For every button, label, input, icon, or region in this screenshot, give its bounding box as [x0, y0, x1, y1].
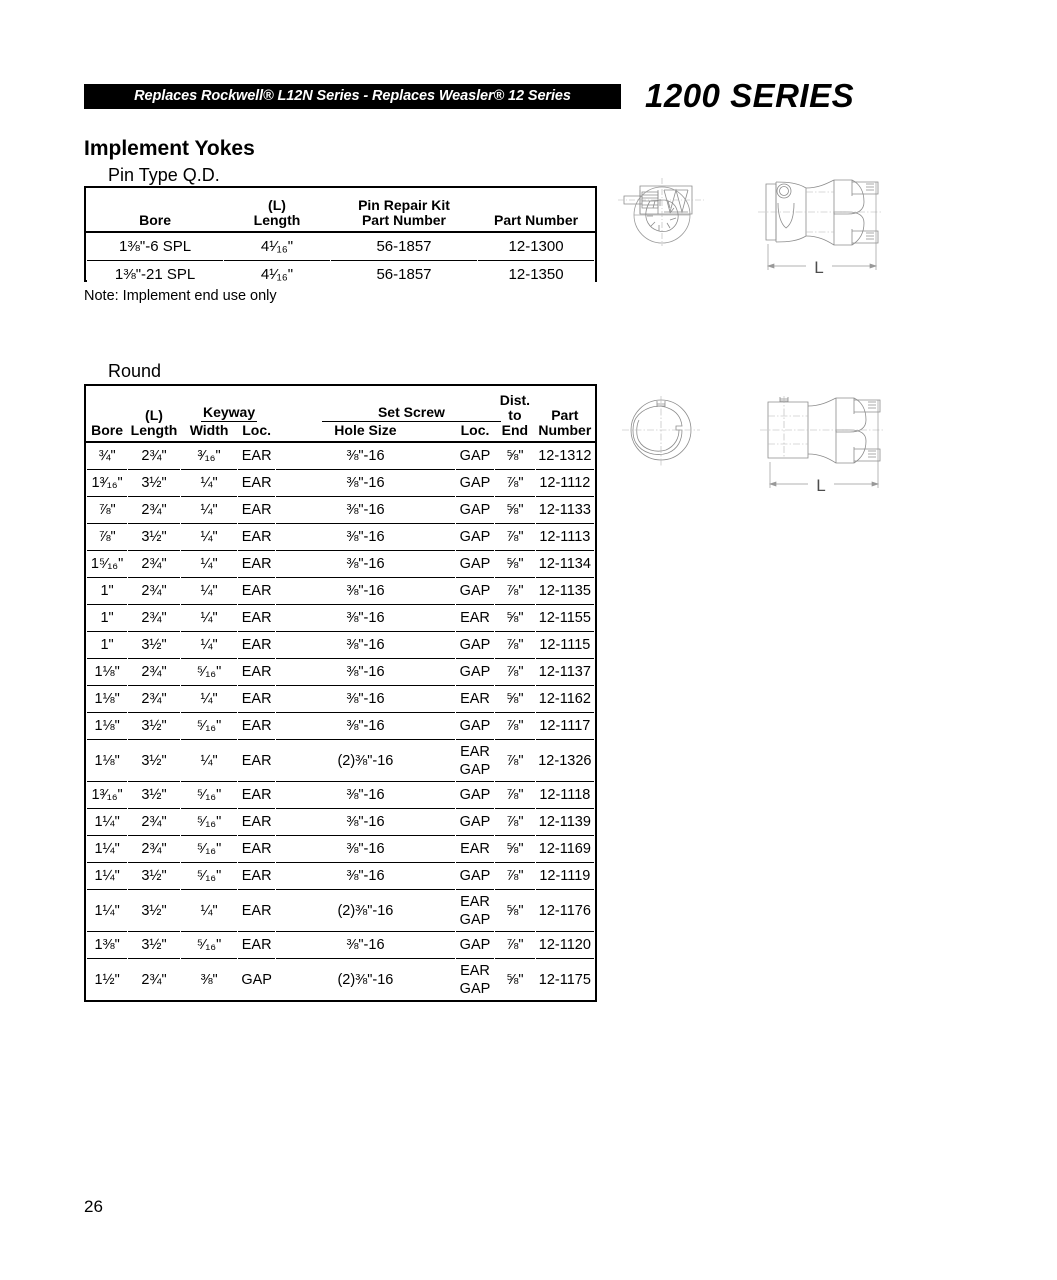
cell-part-number: 12-1326 [535, 740, 594, 782]
cell-keyway-width: ¼" [180, 497, 238, 524]
cell-bore: 1⅜"-21 SPL [87, 261, 224, 289]
page-number: 26 [84, 1197, 103, 1216]
cell-keyway-loc: EAR [238, 686, 276, 713]
table-row [87, 686, 595, 713]
cell-hole-size: ⅜"-16 [275, 782, 455, 809]
table-row [87, 809, 595, 836]
cell-bore: 1¼" [87, 890, 128, 932]
cell-keyway-width: ⁵⁄₁₆" [180, 809, 238, 836]
cell-hole-size: ⅜"-16 [275, 809, 455, 836]
cell-keyway-loc: EAR [238, 713, 276, 740]
series-title: 1200 SERIES [645, 77, 855, 114]
cell-keyway-width: ¼" [180, 578, 238, 605]
cell-length: 3½" [128, 890, 181, 932]
cell-length: 4¹⁄₁₆" [224, 261, 331, 289]
cell-length: 2¾" [128, 605, 181, 632]
dimension-label-L: L [816, 476, 826, 495]
cell-hole-size: (2)⅜"-16 [275, 890, 455, 932]
cell-set-screw-loc: EAR [455, 605, 494, 632]
cell-set-screw-loc: GAP [455, 497, 494, 524]
cell-hole-size: ⅜"-16 [275, 442, 455, 470]
cell-hole-size: ⅜"-16 [275, 713, 455, 740]
round-section-drawing [616, 390, 706, 470]
round-yoke-drawing [750, 388, 890, 498]
table-row [87, 659, 595, 686]
cell-dist-to-end: ⅞" [495, 932, 536, 959]
table-row [87, 932, 595, 959]
table-row [87, 497, 595, 524]
cell-length: 2¾" [128, 809, 181, 836]
cell-set-screw-loc: GAP [455, 782, 494, 809]
group-header-keyway: Keyway [202, 404, 256, 420]
cell-set-screw-loc: GAP [455, 809, 494, 836]
cell-length: 3½" [128, 782, 181, 809]
cell-dist-to-end: ⅞" [495, 470, 536, 497]
cell-part-number: 12-1113 [535, 524, 594, 551]
cell-dist-to-end: ⅞" [495, 740, 536, 782]
group-header-set-screw: Set Screw [322, 405, 501, 422]
cell-bore: 1¼" [87, 863, 128, 890]
cell-dist-to-end: ⅞" [495, 863, 536, 890]
cell-bore: 1³⁄₁₆" [87, 470, 128, 497]
cell-hole-size: ⅜"-16 [275, 686, 455, 713]
cell-part-number: 12-1175 [535, 959, 594, 1001]
cell-length: 3½" [128, 932, 181, 959]
cell-keyway-width: ⁵⁄₁₆" [180, 713, 238, 740]
cell-dist-to-end: ⅝" [495, 686, 536, 713]
cell-set-screw-loc: GAP [455, 632, 494, 659]
cell-keyway-loc: EAR [238, 659, 276, 686]
cell-set-screw-loc: GAP [455, 863, 494, 890]
cell-hole-size: ⅜"-16 [275, 863, 455, 890]
cell-part-number: 12-1117 [535, 713, 594, 740]
cell-bore: 1" [87, 578, 128, 605]
cell-keyway-loc: EAR [238, 605, 276, 632]
cell-set-screw-loc: EAR GAP [455, 740, 494, 782]
cell-part-number: 12-1350 [478, 261, 595, 289]
cell-length: 3½" [128, 713, 181, 740]
cell-bore: 1¼" [87, 836, 128, 863]
cell-keyway-width: ¼" [180, 524, 238, 551]
col-pin-repair-kit: Pin Repair Kit Part Number [330, 188, 477, 232]
cell-length: 2¾" [128, 836, 181, 863]
table-row [87, 713, 595, 740]
table-row [87, 524, 595, 551]
cell-length: 2¾" [128, 551, 181, 578]
cell-length: 2¾" [128, 659, 181, 686]
cell-keyway-width: ⅜" [180, 959, 238, 1001]
cell-bore: 1⁵⁄₁₆" [87, 551, 128, 578]
cell-keyway-width: ¼" [180, 740, 238, 782]
cell-part-number: 12-1134 [535, 551, 594, 578]
table-row [87, 740, 595, 782]
cell-bore: 1⅛" [87, 659, 128, 686]
cell-set-screw-loc: EAR GAP [455, 959, 494, 1001]
cell-part-number: 12-1312 [535, 442, 594, 470]
cell-part-number: 12-1112 [535, 470, 594, 497]
cell-dist-to-end: ⅞" [495, 578, 536, 605]
cell-hole-size: ⅜"-16 [275, 497, 455, 524]
cell-set-screw-loc: EAR GAP [455, 890, 494, 932]
cell-keyway-loc: EAR [238, 932, 276, 959]
table-row [87, 261, 595, 289]
cell-length: 4¹⁄₁₆" [224, 232, 331, 261]
cell-length: 2¾" [128, 959, 181, 1001]
cell-set-screw-loc: GAP [455, 442, 494, 470]
cell-hole-size: ⅜"-16 [275, 578, 455, 605]
cell-length: 2¾" [128, 497, 181, 524]
col-part-number: Part Number [535, 386, 594, 442]
cell-pin-repair-kit: 56-1857 [330, 261, 477, 289]
cell-dist-to-end: ⅝" [495, 497, 536, 524]
table-row [87, 232, 595, 261]
cell-dist-to-end: ⅝" [495, 442, 536, 470]
cell-keyway-loc: EAR [238, 740, 276, 782]
cell-keyway-loc: EAR [238, 809, 276, 836]
cell-keyway-width: ⁵⁄₁₆" [180, 659, 238, 686]
cell-bore: 1⅛" [87, 686, 128, 713]
cell-dist-to-end: ⅞" [495, 659, 536, 686]
cell-keyway-width: ¼" [180, 605, 238, 632]
cell-part-number: 12-1118 [535, 782, 594, 809]
table-row [87, 782, 595, 809]
table-row [87, 605, 595, 632]
round-section-subtitle: Round [108, 361, 162, 381]
cell-keyway-loc: EAR [238, 578, 276, 605]
cell-part-number: 12-1133 [535, 497, 594, 524]
cell-hole-size: ⅜"-16 [275, 659, 455, 686]
cell-keyway-width: ⁵⁄₁₆" [180, 932, 238, 959]
col-length: (L) Length [128, 386, 181, 442]
cell-keyway-width: ¼" [180, 551, 238, 578]
cell-set-screw-loc: GAP [455, 470, 494, 497]
cell-bore: 1⅛" [87, 740, 128, 782]
cell-hole-size: ⅜"-16 [275, 836, 455, 863]
cell-keyway-loc: EAR [238, 836, 276, 863]
pin-qd-yoke-drawing [748, 170, 888, 280]
cell-part-number: 12-1169 [535, 836, 594, 863]
cell-hole-size: ⅜"-16 [275, 470, 455, 497]
cell-keyway-loc: EAR [238, 497, 276, 524]
cell-keyway-loc: EAR [238, 863, 276, 890]
cell-bore: 1³⁄₁₆" [87, 782, 128, 809]
cell-keyway-width: ¼" [180, 686, 238, 713]
cell-length: 3½" [128, 632, 181, 659]
pin-section-subtitle: Pin Type Q.D. [108, 165, 220, 185]
table-row [87, 551, 595, 578]
cell-dist-to-end: ⅞" [495, 809, 536, 836]
page-title: Implement Yokes [84, 137, 255, 160]
cell-dist-to-end: ⅞" [495, 632, 536, 659]
table-header-row [87, 188, 595, 232]
cell-bore: ⅞" [87, 497, 128, 524]
round-table [84, 384, 597, 1002]
cell-keyway-width: ⁵⁄₁₆" [180, 863, 238, 890]
cell-set-screw-loc: GAP [455, 932, 494, 959]
cell-set-screw-loc: EAR [455, 686, 494, 713]
table-row [87, 578, 595, 605]
cell-dist-to-end: ⅝" [495, 551, 536, 578]
cell-part-number: 12-1115 [535, 632, 594, 659]
col-bore: Bore [87, 386, 128, 442]
cell-bore: 1⅜" [87, 932, 128, 959]
col-set-screw-loc: Loc. [455, 386, 494, 442]
cell-keyway-width: ¼" [180, 470, 238, 497]
table-row [87, 470, 595, 497]
cell-dist-to-end: ⅞" [495, 524, 536, 551]
cell-dist-to-end: ⅞" [495, 782, 536, 809]
col-bore: Bore [87, 188, 224, 232]
col-length: (L) Length [224, 188, 331, 232]
cell-keyway-loc: EAR [238, 551, 276, 578]
cell-set-screw-loc: EAR [455, 836, 494, 863]
cell-part-number: 12-1155 [535, 605, 594, 632]
cell-bore: 1⅜"-6 SPL [87, 232, 224, 261]
cell-bore: 1⅛" [87, 713, 128, 740]
cell-dist-to-end: ⅝" [495, 605, 536, 632]
cell-part-number: 12-1137 [535, 659, 594, 686]
cell-set-screw-loc: GAP [455, 551, 494, 578]
cell-set-screw-loc: GAP [455, 524, 494, 551]
pin-type-table [84, 186, 597, 282]
cell-part-number: 12-1162 [535, 686, 594, 713]
pin-qd-section-drawing [612, 168, 712, 248]
cell-keyway-width: ⁵⁄₁₆" [180, 836, 238, 863]
cell-dist-to-end: ⅝" [495, 836, 536, 863]
cell-keyway-loc: EAR [238, 442, 276, 470]
cell-hole-size: ⅜"-16 [275, 632, 455, 659]
cell-part-number: 12-1300 [478, 232, 595, 261]
cell-length: 3½" [128, 524, 181, 551]
cell-part-number: 12-1139 [535, 809, 594, 836]
cell-keyway-loc: EAR [238, 890, 276, 932]
cell-part-number: 12-1135 [535, 578, 594, 605]
col-part-number: Part Number [478, 188, 595, 232]
cell-keyway-loc: EAR [238, 782, 276, 809]
cell-set-screw-loc: GAP [455, 578, 494, 605]
cell-hole-size: (2)⅜"-16 [275, 740, 455, 782]
cell-bore: 1" [87, 632, 128, 659]
cell-hole-size: (2)⅜"-16 [275, 959, 455, 1001]
cell-dist-to-end: ⅝" [495, 959, 536, 1001]
cell-part-number: 12-1120 [535, 932, 594, 959]
cell-keyway-width: ¼" [180, 890, 238, 932]
cell-keyway-loc: GAP [238, 959, 276, 1001]
cell-length: 2¾" [128, 442, 181, 470]
table-row [87, 863, 595, 890]
cell-keyway-loc: EAR [238, 632, 276, 659]
cell-keyway-width: ³⁄₁₆" [180, 442, 238, 470]
cell-keyway-width: ¼" [180, 632, 238, 659]
cell-hole-size: ⅜"-16 [275, 551, 455, 578]
cell-part-number: 12-1119 [535, 863, 594, 890]
cell-length: 2¾" [128, 578, 181, 605]
cell-bore: ⅞" [87, 524, 128, 551]
cell-bore: 1" [87, 605, 128, 632]
cell-hole-size: ⅜"-16 [275, 932, 455, 959]
replaces-banner: Replaces Rockwell® L12N Series - Replaces Weasler® 12 Series [84, 84, 621, 109]
cell-length: 3½" [128, 740, 181, 782]
cell-dist-to-end: ⅞" [495, 713, 536, 740]
col-hole-size: Set Screw Hole Size [275, 386, 455, 442]
cell-bore: 1¼" [87, 809, 128, 836]
cell-length: 3½" [128, 470, 181, 497]
cell-set-screw-loc: GAP [455, 713, 494, 740]
cell-keyway-width: ⁵⁄₁₆" [180, 782, 238, 809]
table-row [87, 890, 595, 932]
cell-length: 3½" [128, 863, 181, 890]
cell-pin-repair-kit: 56-1857 [330, 232, 477, 261]
table-row [87, 836, 595, 863]
dimension-label-L: L [814, 258, 824, 277]
table-row [87, 632, 595, 659]
cell-set-screw-loc: GAP [455, 659, 494, 686]
cell-dist-to-end: ⅝" [495, 890, 536, 932]
col-dist-to-end: Dist. to End [495, 386, 536, 442]
pin-section-note: Note: Implement end use only [84, 288, 277, 304]
cell-bore: ¾" [87, 442, 128, 470]
cell-bore: 1½" [87, 959, 128, 1001]
cell-length: 2¾" [128, 686, 181, 713]
table-header-row [87, 386, 595, 442]
col-keyway-loc: Loc. [238, 386, 276, 442]
cell-part-number: 12-1176 [535, 890, 594, 932]
table-row [87, 959, 595, 1001]
cell-keyway-loc: EAR [238, 470, 276, 497]
cell-keyway-loc: EAR [238, 524, 276, 551]
col-keyway-width: Keyway Width [180, 386, 238, 442]
cell-hole-size: ⅜"-16 [275, 524, 455, 551]
cell-hole-size: ⅜"-16 [275, 605, 455, 632]
table-row [87, 442, 595, 470]
